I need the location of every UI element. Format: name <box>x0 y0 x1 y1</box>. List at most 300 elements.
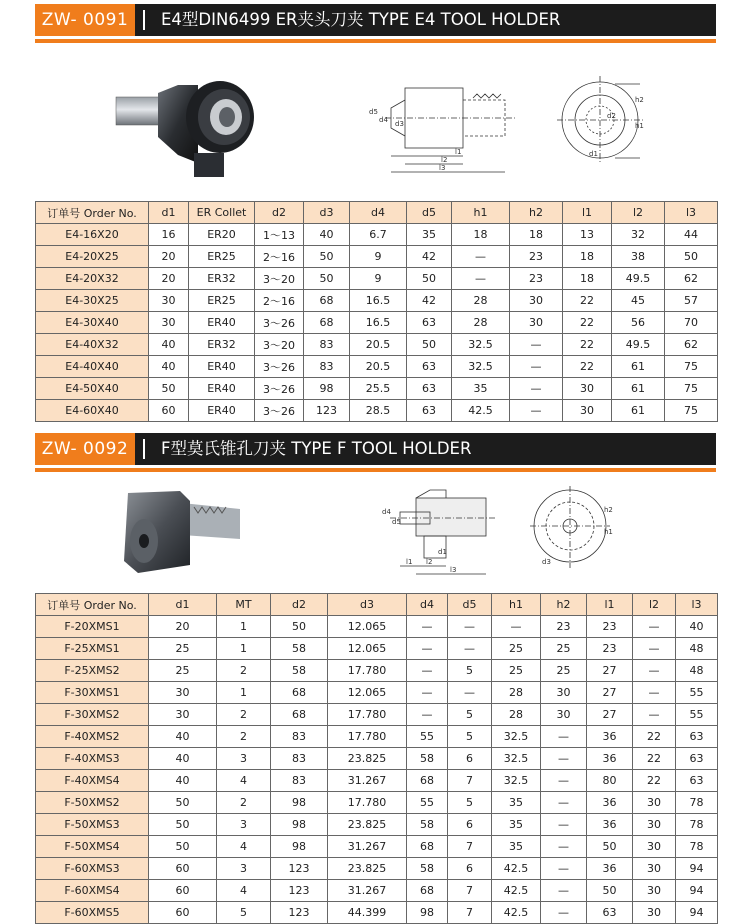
table-cell: 45 <box>612 290 665 312</box>
table-row <box>36 268 718 290</box>
table-cell: 30 <box>510 290 563 312</box>
table-cell: 61 <box>612 378 665 400</box>
f-spec-table <box>35 593 718 924</box>
table-cell: ER40 <box>189 312 255 334</box>
table-cell: 40 <box>149 748 217 770</box>
table-row <box>36 814 718 836</box>
table-cell: 25 <box>492 660 541 682</box>
column-header: d4 <box>407 594 448 616</box>
table-cell: — <box>452 268 510 290</box>
table-cell: 3 <box>217 814 271 836</box>
table-cell: 60 <box>149 880 217 902</box>
table-cell: 68 <box>407 770 448 792</box>
f-label-d4: d4 <box>382 508 391 516</box>
e4-holder-photo <box>108 75 258 180</box>
table-cell: 23.825 <box>328 748 407 770</box>
table-cell: 3～20 <box>255 334 304 356</box>
table-cell: 55 <box>407 726 448 748</box>
table-cell: 4 <box>217 880 271 902</box>
table-cell: 94 <box>676 880 718 902</box>
table-cell: 3～26 <box>255 312 304 334</box>
table-row <box>36 792 718 814</box>
section1-header <box>35 4 716 36</box>
table-cell: 50 <box>665 246 718 268</box>
table-cell: 38 <box>612 246 665 268</box>
table-cell: — <box>492 616 541 638</box>
column-header: d3 <box>328 594 407 616</box>
table-cell: 63 <box>676 726 718 748</box>
table-cell: 48 <box>676 638 718 660</box>
table-cell: 36 <box>587 814 633 836</box>
column-header: h2 <box>541 594 587 616</box>
table-row <box>36 660 718 682</box>
table-cell: 75 <box>665 356 718 378</box>
e4-side-drawing <box>355 70 530 185</box>
table-cell: 49.5 <box>612 268 665 290</box>
column-header: l1 <box>563 202 612 224</box>
order-number-cell: F-30XMS2 <box>36 704 149 726</box>
table-cell: 30 <box>633 880 676 902</box>
table-cell: 9 <box>350 268 407 290</box>
column-header: h1 <box>452 202 510 224</box>
column-header: ER Collet <box>189 202 255 224</box>
table-cell: 35 <box>492 836 541 858</box>
table-cell: 16.5 <box>350 290 407 312</box>
table-cell: — <box>633 616 676 638</box>
table-cell: 1 <box>217 638 271 660</box>
table-cell: 123 <box>271 902 328 924</box>
section-title: E4型DIN6499 ER夹头刀夹 TYPE E4 TOOL HOLDER <box>161 10 561 29</box>
table-cell: 3 <box>217 858 271 880</box>
table-cell: 68 <box>271 682 328 704</box>
table-row <box>36 638 718 660</box>
table-cell: 63 <box>676 770 718 792</box>
table-row <box>36 356 718 378</box>
table-cell: ER40 <box>189 356 255 378</box>
table-cell: 32 <box>612 224 665 246</box>
table-cell: 63 <box>407 356 452 378</box>
table-cell: 58 <box>407 858 448 880</box>
table-cell: 55 <box>407 792 448 814</box>
table-cell: — <box>407 638 448 660</box>
table-cell: 3～26 <box>255 378 304 400</box>
table-cell: 12.065 <box>328 616 407 638</box>
table-cell: 22 <box>563 290 612 312</box>
table-cell: 44 <box>665 224 718 246</box>
table-cell: 13 <box>563 224 612 246</box>
e4-label-h2: h2 <box>635 96 644 104</box>
table-cell: 20.5 <box>350 334 407 356</box>
table-row <box>36 682 718 704</box>
table-cell: 23 <box>587 638 633 660</box>
table-cell: 48 <box>676 660 718 682</box>
table-row <box>36 770 718 792</box>
order-number-cell: F-20XMS1 <box>36 616 149 638</box>
table-cell: 7 <box>448 836 492 858</box>
table-cell: 68 <box>304 290 350 312</box>
table-cell: 18 <box>510 224 563 246</box>
table-cell: 22 <box>563 356 612 378</box>
e4-spec-table <box>35 201 718 422</box>
f-label-l1: l1 <box>406 558 413 566</box>
e4-label-d3: d3 <box>395 120 404 128</box>
table-cell: 50 <box>149 378 189 400</box>
column-header: d1 <box>149 202 189 224</box>
table-cell: 12.065 <box>328 682 407 704</box>
f-label-l2: l2 <box>426 558 433 566</box>
order-number-cell: F-50XMS3 <box>36 814 149 836</box>
table-cell: — <box>407 616 448 638</box>
table-cell: 22 <box>633 770 676 792</box>
table-cell: 23 <box>587 616 633 638</box>
table-cell: 23 <box>541 616 587 638</box>
table-cell: 28 <box>492 704 541 726</box>
f-label-d3: d3 <box>542 558 551 566</box>
column-header: d2 <box>255 202 304 224</box>
column-header: l3 <box>676 594 718 616</box>
table-cell: 1 <box>217 616 271 638</box>
table-cell: 50 <box>304 268 350 290</box>
table-header-row <box>36 202 718 224</box>
e4-label-d5: d5 <box>369 108 378 116</box>
table-cell: 50 <box>271 616 328 638</box>
order-number-cell: E4-20X25 <box>36 246 149 268</box>
table-cell: 1 <box>217 682 271 704</box>
column-header: 订单号 Order No. <box>36 594 149 616</box>
table-cell: 18 <box>563 268 612 290</box>
table-cell: 60 <box>149 858 217 880</box>
table-cell: ER25 <box>189 246 255 268</box>
table-cell: 30 <box>149 290 189 312</box>
table-cell: — <box>541 880 587 902</box>
table-cell: 98 <box>407 902 448 924</box>
table-cell: 7 <box>448 902 492 924</box>
table-cell: 30 <box>633 792 676 814</box>
table-cell: 30 <box>541 704 587 726</box>
table-cell: 16 <box>149 224 189 246</box>
order-number-cell: E4-60X40 <box>36 400 149 422</box>
table-row <box>36 726 718 748</box>
table-cell: 30 <box>633 836 676 858</box>
table-cell: 22 <box>563 312 612 334</box>
table-cell: — <box>541 726 587 748</box>
table-cell: ER40 <box>189 400 255 422</box>
table-cell: 31.267 <box>328 836 407 858</box>
table-cell: 31.267 <box>328 880 407 902</box>
e4-label-l2: l2 <box>441 156 448 164</box>
header-underline <box>35 468 716 472</box>
table-cell: ER20 <box>189 224 255 246</box>
e4-label-d1: d1 <box>589 150 598 158</box>
order-number-cell: E4-40X40 <box>36 356 149 378</box>
table-cell: — <box>633 704 676 726</box>
order-number-cell: F-60XMS5 <box>36 902 149 924</box>
table-cell: 36 <box>587 748 633 770</box>
table-cell: 83 <box>304 356 350 378</box>
table-cell: 32.5 <box>452 356 510 378</box>
table-cell: 55 <box>676 704 718 726</box>
f-front-drawing <box>528 482 618 577</box>
table-header-row <box>36 594 718 616</box>
table-cell: — <box>541 836 587 858</box>
table-cell: 40 <box>149 770 217 792</box>
table-cell: 20 <box>149 616 217 638</box>
order-number-cell: E4-40X32 <box>36 334 149 356</box>
table-row <box>36 616 718 638</box>
column-header: d4 <box>350 202 407 224</box>
table-cell: 17.780 <box>328 726 407 748</box>
table-cell: 2 <box>217 726 271 748</box>
order-number-cell: E4-30X40 <box>36 312 149 334</box>
table-cell: 32.5 <box>492 726 541 748</box>
table-cell: 18 <box>563 246 612 268</box>
f-side-drawing <box>378 480 503 580</box>
column-header: 订单号 Order No. <box>36 202 149 224</box>
table-cell: 22 <box>563 334 612 356</box>
table-cell: — <box>407 682 448 704</box>
f-holder-photo <box>110 483 250 583</box>
table-cell: 27 <box>587 682 633 704</box>
column-header: MT <box>217 594 271 616</box>
table-row <box>36 334 718 356</box>
table-cell: 4 <box>217 836 271 858</box>
column-header: d2 <box>271 594 328 616</box>
table-cell: — <box>510 400 563 422</box>
table-cell: 57 <box>665 290 718 312</box>
table-cell: — <box>407 660 448 682</box>
table-cell: 68 <box>407 880 448 902</box>
table-cell: 2～16 <box>255 290 304 312</box>
order-number-cell: F-25XMS2 <box>36 660 149 682</box>
table-cell: 30 <box>563 400 612 422</box>
table-cell: 98 <box>271 792 328 814</box>
table-cell: 28 <box>452 312 510 334</box>
table-cell: 42.5 <box>492 902 541 924</box>
table-cell: 12.065 <box>328 638 407 660</box>
column-header: d5 <box>448 594 492 616</box>
column-header: d3 <box>304 202 350 224</box>
table-cell: 5 <box>448 704 492 726</box>
table-cell: 7 <box>448 770 492 792</box>
order-number-cell: F-50XMS4 <box>36 836 149 858</box>
table-cell: 17.780 <box>328 792 407 814</box>
table-cell: 58 <box>271 638 328 660</box>
table-row <box>36 836 718 858</box>
table-cell: 50 <box>407 334 452 356</box>
table-cell: 22 <box>633 726 676 748</box>
table-cell: 40 <box>149 726 217 748</box>
table-cell: 63 <box>587 902 633 924</box>
table-row <box>36 378 718 400</box>
table-cell: — <box>448 616 492 638</box>
table-cell: 50 <box>149 792 217 814</box>
table-cell: 5 <box>448 660 492 682</box>
column-header: h1 <box>492 594 541 616</box>
table-cell: 44.399 <box>328 902 407 924</box>
table-cell: 30 <box>510 312 563 334</box>
table-cell: 61 <box>612 400 665 422</box>
table-cell: 50 <box>149 836 217 858</box>
table-cell: 80 <box>587 770 633 792</box>
table-cell: 6 <box>448 814 492 836</box>
order-number-cell: F-30XMS1 <box>36 682 149 704</box>
table-cell: 123 <box>304 400 350 422</box>
table-cell: 2 <box>217 792 271 814</box>
table-cell: 28 <box>492 682 541 704</box>
table-cell: 63 <box>407 378 452 400</box>
table-cell: — <box>541 814 587 836</box>
table-cell: 23 <box>510 246 563 268</box>
table-cell: 35 <box>492 814 541 836</box>
table-cell: 28 <box>452 290 510 312</box>
table-cell: 1～13 <box>255 224 304 246</box>
table-cell: 2 <box>217 704 271 726</box>
table-cell: 83 <box>271 748 328 770</box>
table-cell: 98 <box>271 814 328 836</box>
table-row <box>36 400 718 422</box>
table-cell: 2～16 <box>255 246 304 268</box>
table-cell: 70 <box>665 312 718 334</box>
table-cell: 40 <box>676 616 718 638</box>
table-cell: 83 <box>271 726 328 748</box>
table-cell: 98 <box>271 836 328 858</box>
product-code: ZW- 0091 <box>35 4 135 36</box>
table-cell: 40 <box>149 334 189 356</box>
f-label-d5: d5 <box>392 518 401 526</box>
table-cell: 28.5 <box>350 400 407 422</box>
product-code: ZW- 0092 <box>35 433 135 465</box>
e4-label-h1: h1 <box>635 122 644 130</box>
header-underline <box>35 39 716 43</box>
table-cell: 78 <box>676 792 718 814</box>
table-cell: 60 <box>149 400 189 422</box>
table-cell: 20.5 <box>350 356 407 378</box>
table-cell: 16.5 <box>350 312 407 334</box>
table-cell: 9 <box>350 246 407 268</box>
table-cell: 40 <box>304 224 350 246</box>
table-cell: 23 <box>510 268 563 290</box>
table-cell: — <box>448 638 492 660</box>
table-cell: 32.5 <box>492 748 541 770</box>
table-cell: — <box>633 682 676 704</box>
table-row <box>36 880 718 902</box>
table-cell: 50 <box>304 246 350 268</box>
table-cell: 42.5 <box>492 880 541 902</box>
order-number-cell: F-60XMS4 <box>36 880 149 902</box>
table-cell: 83 <box>271 770 328 792</box>
table-cell: 78 <box>676 814 718 836</box>
table-cell: 123 <box>271 858 328 880</box>
table-row <box>36 748 718 770</box>
order-number-cell: E4-50X40 <box>36 378 149 400</box>
e4-label-l1: l1 <box>455 148 462 156</box>
table-cell: 50 <box>587 836 633 858</box>
table-cell: 5 <box>448 726 492 748</box>
table-cell: — <box>541 858 587 880</box>
table-cell: ER25 <box>189 290 255 312</box>
column-header: d5 <box>407 202 452 224</box>
header-separator <box>143 439 145 459</box>
table-cell: 25 <box>492 638 541 660</box>
table-cell: — <box>633 660 676 682</box>
order-number-cell: E4-30X25 <box>36 290 149 312</box>
e4-label-l3: l3 <box>439 164 446 172</box>
table-cell: 40 <box>149 356 189 378</box>
table-cell: 5 <box>448 792 492 814</box>
table-cell: 17.780 <box>328 704 407 726</box>
header-separator <box>143 10 145 30</box>
table-cell: 35 <box>407 224 452 246</box>
table-cell: 55 <box>676 682 718 704</box>
table-cell: 94 <box>676 858 718 880</box>
table-cell: 63 <box>407 400 452 422</box>
column-header: l2 <box>633 594 676 616</box>
table-row <box>36 704 718 726</box>
order-number-cell: F-40XMS3 <box>36 748 149 770</box>
table-cell: 123 <box>271 880 328 902</box>
table-cell: 27 <box>587 704 633 726</box>
e4-label-d2: d2 <box>607 112 616 120</box>
table-cell: 25.5 <box>350 378 407 400</box>
column-header: l1 <box>587 594 633 616</box>
column-header: h2 <box>510 202 563 224</box>
table-cell: 4 <box>217 770 271 792</box>
f-label-l3: l3 <box>450 566 457 574</box>
table-row <box>36 858 718 880</box>
table-cell: 2 <box>217 660 271 682</box>
table-cell: 50 <box>587 880 633 902</box>
table-cell: 25 <box>541 638 587 660</box>
table-cell: 75 <box>665 378 718 400</box>
table-cell: 30 <box>633 858 676 880</box>
table-cell: 3～26 <box>255 356 304 378</box>
table-cell: 30 <box>633 814 676 836</box>
table-cell: 25 <box>149 638 217 660</box>
order-number-cell: E4-20X32 <box>36 268 149 290</box>
table-cell: 61 <box>612 356 665 378</box>
table-cell: 30 <box>149 312 189 334</box>
order-number-cell: F-40XMS2 <box>36 726 149 748</box>
table-cell: 30 <box>149 682 217 704</box>
column-header: l3 <box>665 202 718 224</box>
table-cell: 98 <box>304 378 350 400</box>
order-number-cell: F-60XMS3 <box>36 858 149 880</box>
table-row <box>36 902 718 924</box>
e4-front-drawing <box>555 72 650 172</box>
table-cell: 18 <box>452 224 510 246</box>
column-header: l2 <box>612 202 665 224</box>
table-cell: 17.780 <box>328 660 407 682</box>
table-cell: — <box>541 748 587 770</box>
table-cell: ER32 <box>189 334 255 356</box>
table-cell: 3～20 <box>255 268 304 290</box>
table-cell: 62 <box>665 268 718 290</box>
table-cell: 35 <box>492 792 541 814</box>
f-label-h1: h1 <box>604 528 613 536</box>
table-cell: 5 <box>217 902 271 924</box>
table-cell: 7 <box>448 880 492 902</box>
table-cell: 36 <box>587 726 633 748</box>
table-cell: — <box>541 770 587 792</box>
table-cell: 63 <box>676 748 718 770</box>
section-title: F型莫氏锥孔刀夹 TYPE F TOOL HOLDER <box>161 439 472 458</box>
table-cell: 94 <box>676 902 718 924</box>
table-cell: — <box>510 378 563 400</box>
table-row <box>36 312 718 334</box>
column-header: d1 <box>149 594 217 616</box>
table-cell: 68 <box>304 312 350 334</box>
table-cell: 36 <box>587 792 633 814</box>
